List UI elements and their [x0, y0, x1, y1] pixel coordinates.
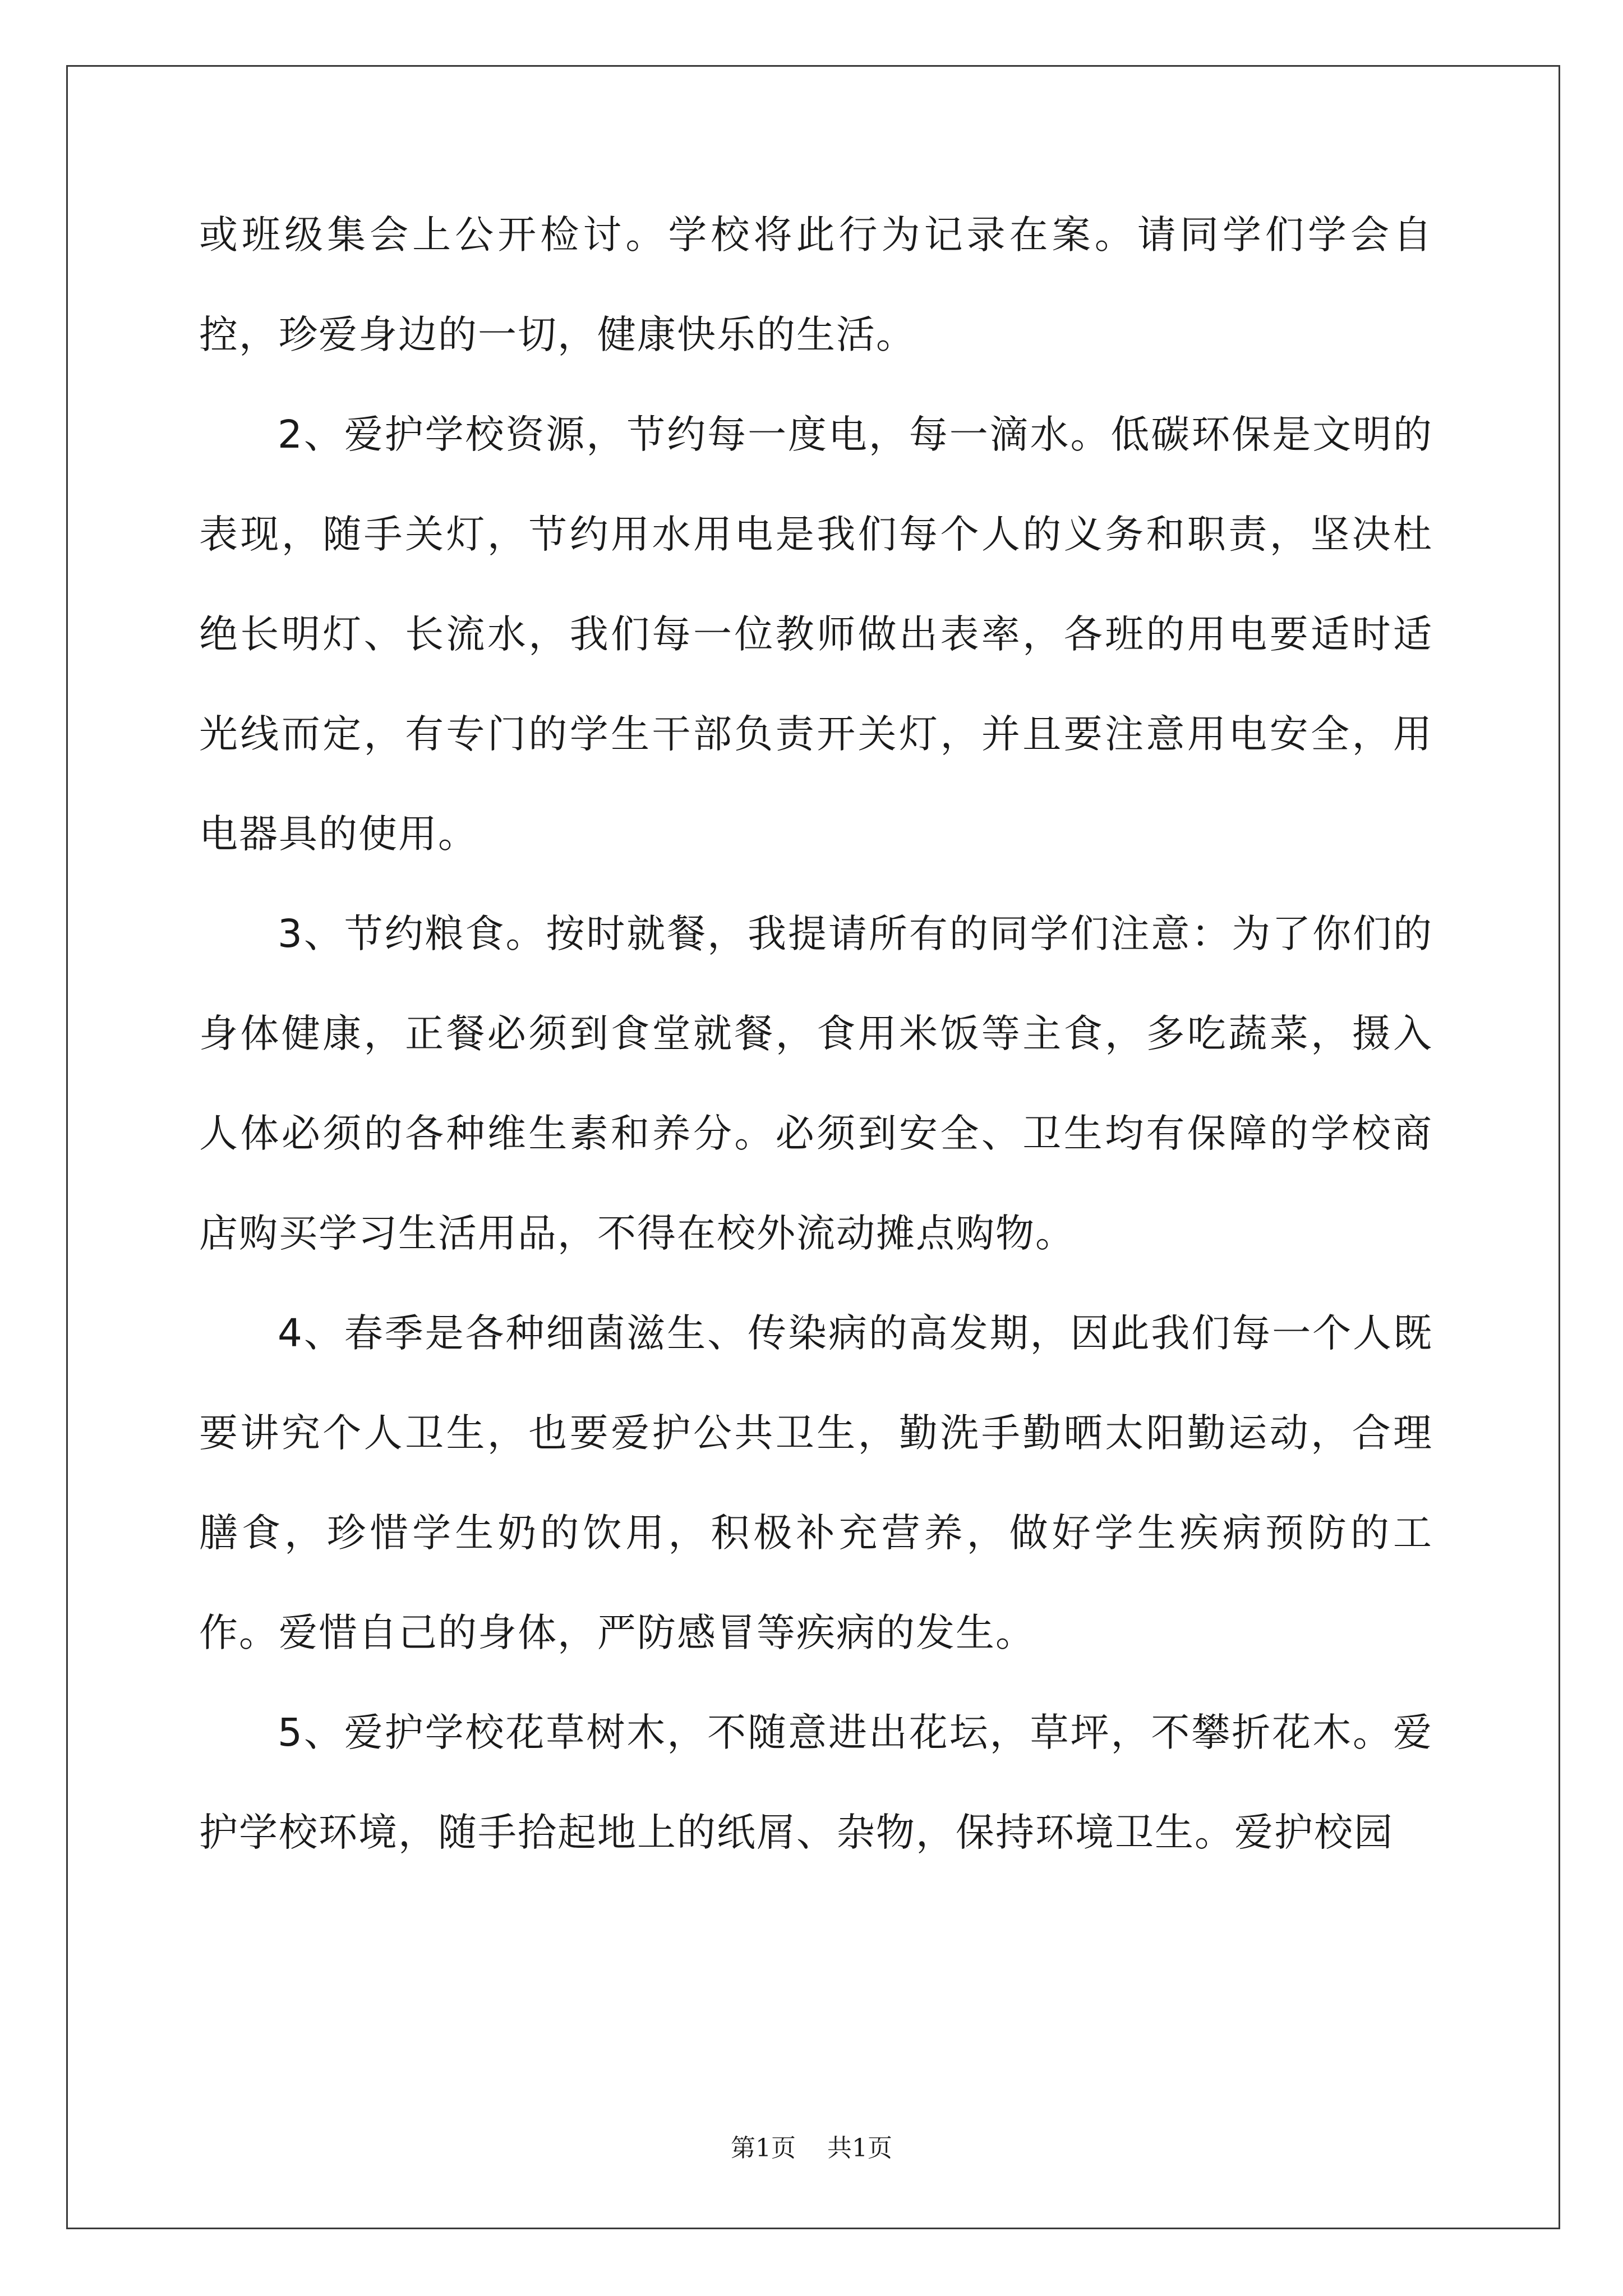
paragraph-1: 或班级集会上公开检讨。学校将此行为记录在案。请同学们学会自控，珍爱身边的一切，健康快乐的生活。 [199, 213, 1433, 357]
paragraph-4: 4、春季是各种细菌滋生、传染病的高发期，因此我们每一个人既要讲究个人卫生，也要爱护公共卫生，勤洗手勤晒太阳勤运动，合理膳食，珍惜学生奶的饮用，积极补充营养，做好学生疾病预防的工作。爱惜自己的身体，严防感冒等疾病的发生。 [199, 1311, 1433, 1655]
document-body [199, 185, 1433, 1883]
page-total: 共1页 [827, 2134, 892, 2162]
paragraph-2: 2、爱护学校资源，节约每一度电，每一滴水。低碳环保是文明的表现，随手关灯，节约用水用电是我们每个人的义务和职责，坚决杜绝长明灯、长流水，我们每一位教师做出表率，各班的用电要适时适光线而定，有专门的学生干部负责开关灯，并且要注意用电安全，用电器具的使用。 [199, 412, 1433, 857]
page-footer [0, 2132, 1623, 2165]
paragraph-5: 5、爱护学校花草树木，不随意进出花坛，草坪，不攀折花木。爱护学校环境，随手拾起地上的纸屑、杂物，保持环境卫生。爱护校园 [199, 1710, 1433, 1855]
paragraph-3: 3、节约粮食。按时就餐，我提请所有的同学们注意：为了你们的身体健康，正餐必须到食堂就餐，食用米饭等主食，多吃蔬菜，摄入人体必须的各种维生素和养分。必须到安全、卫生均有保障的学校商店购买学习生活用品，不得在校外流动摊点购物。 [199, 912, 1433, 1256]
page-number: 第1页 [731, 2134, 796, 2162]
